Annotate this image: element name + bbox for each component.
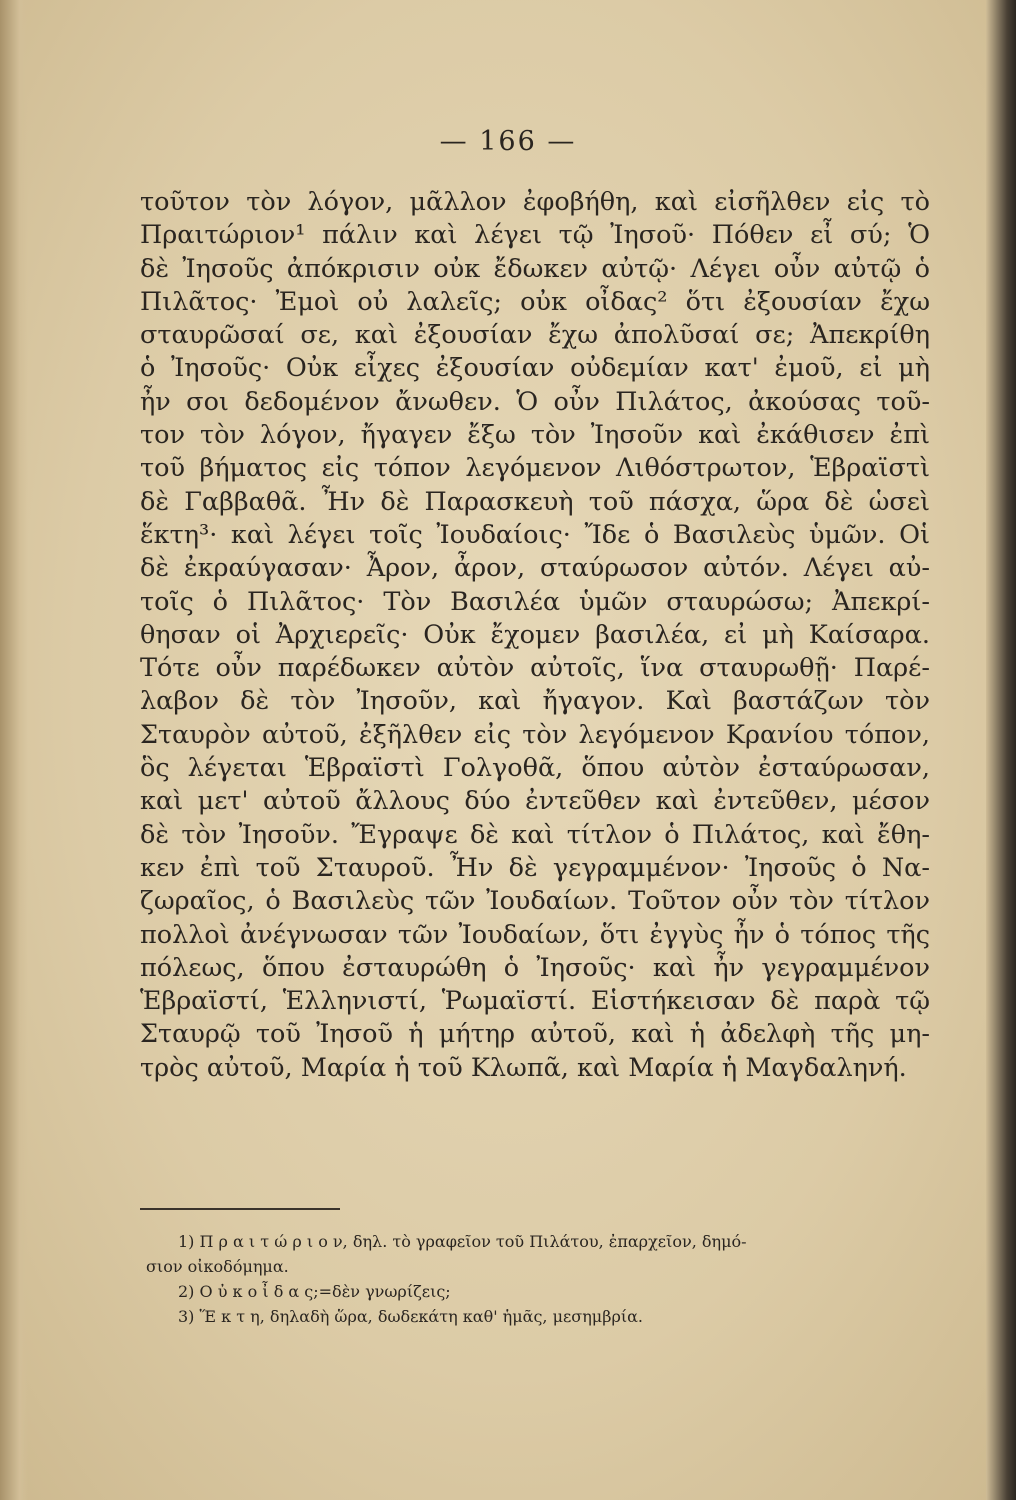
text-line: Σταυρῷ τοῦ Ἰησοῦ ἡ μήτηρ αὐτοῦ, καὶ ἡ ἀδελφὴ τῆς μη- (140, 1019, 930, 1050)
text-line: δὲ Γαββαθᾶ. Ἦν δὲ Παρασκευὴ τοῦ πάσχα, ὥρα δὲ ὡσεὶ (140, 486, 930, 517)
text-line: πόλεως, ὅπου ἐσταυρώθη ὁ Ἰησοῦς· καὶ ἦν γεγραμμένον (140, 952, 930, 983)
text-line: ζωραῖος, ὁ Βασιλεὺς τῶν Ἰουδαίων. Τοῦτον οὖν τὸν τίτλον (140, 886, 930, 917)
footnote-1-continued: σιον οἰκοδόμημα. (146, 1257, 289, 1276)
text-line: Πιλᾶτος· Ἐμοὶ οὐ λαλεῖς; οὐκ οἶδας² ὅτι ἐξουσίαν ἔχω (140, 286, 930, 317)
text-line: ὃς λέγεται Ἑβραϊστὶ Γολγοθᾶ, ὅπου αὐτὸν ἐσταύρωσαν, (140, 753, 930, 784)
footnote-divider (140, 1208, 340, 1210)
text-line: θησαν οἱ Ἀρχιερεῖς· Οὐκ ἔχομεν βασιλέα, εἰ μὴ Καίσαρα. (140, 619, 930, 650)
footnote-3: 3) Ἕ κ τ η, δηλαδὴ ὥρα, δωδεκάτη καθ' ἡμᾶς, μεσημβρία. (178, 1307, 644, 1326)
text-line: δὲ τὸν Ἰησοῦν. Ἔγραψε δὲ καὶ τίτλον ὁ Πιλάτος, καὶ ἔθη- (140, 819, 930, 850)
text-line: ἕκτη³· καὶ λέγει τοῖς Ἰουδαίοις· Ἴδε ὁ Βασιλεὺς ὑμῶν. Οἱ (140, 519, 930, 550)
text-line: Σταυρὸν αὐτοῦ, ἐξῆλθεν εἰς τὸν λεγόμενον Κρανίου τόπον, (140, 719, 930, 750)
text-line: λαβον δὲ τὸν Ἰησοῦν, καὶ ἤγαγον. Καὶ βαστάζων τὸν (140, 686, 930, 717)
text-line: δὲ Ἰησοῦς ἀπόκρισιν οὐκ ἔδωκεν αὐτῷ· Λέγει οὖν αὐτῷ ὁ (140, 253, 930, 284)
text-line: τρὸς αὐτοῦ, Μαρία ἡ τοῦ Κλωπᾶ, καὶ Μαρία ἡ Μαγδαληνή. (140, 1052, 907, 1083)
text-line: Ἑβραϊστί, Ἑλληνιστί, Ῥωμαϊστί. Εἱστήκεισαν δὲ παρὰ τῷ (140, 986, 930, 1017)
text-line: τοῦτον τὸν λόγον, μᾶλλον ἐφοβήθη, καὶ εἰσῆλθεν εἰς τὸ (140, 187, 930, 217)
footnote-2: 2) Ο ὐ κ ο ἶ δ α ς;=δὲν γνωρίζεις; (178, 1282, 451, 1301)
text-line: κεν ἐπὶ τοῦ Σταυροῦ. Ἦν δὲ γεγραμμένον· Ἰησοῦς ὁ Να- (140, 852, 930, 883)
page-number: — 166 — (439, 126, 577, 157)
body-text (140, 186, 930, 1085)
text-line: ἦν σοι δεδομένον ἄνωθεν. Ὁ οὖν Πιλάτος, ἀκούσας τοῦ- (140, 386, 930, 417)
text-line: Τότε οὖν παρέδωκεν αὐτὸν αὐτοῖς, ἵνα σταυρωθῇ· Παρέ- (140, 653, 930, 684)
text-line: καὶ μετ' αὐτοῦ ἄλλους δύο ἐντεῦθεν καὶ ἐντεῦθεν, μέσον (140, 786, 930, 817)
text-line: Πραιτώριον¹ πάλιν καὶ λέγει τῷ Ἰησοῦ· Πόθεν εἶ σύ; Ὁ (140, 220, 930, 251)
text-line: σταυρῶσαί σε, καὶ ἐξουσίαν ἔχω ἀπολῦσαί σε; Ἀπεκρίθη (140, 320, 930, 351)
text-line: τον τὸν λόγον, ἤγαγεν ἔξω τὸν Ἰησοῦν καὶ ἐκάθισεν ἐπὶ (140, 420, 930, 451)
text-line: τοῖς ὁ Πιλᾶτος· Τὸν Βασιλέα ὑμῶν σταυρώσω; Ἀπεκρί- (140, 586, 930, 617)
text-line: ὁ Ἰησοῦς· Οὐκ εἶχες ἐξουσίαν οὐδεμίαν κατ' ἐμοῦ, εἰ μὴ (140, 353, 930, 384)
text-line: δὲ ἐκραύγασαν· Ἆρον, ἆρον, σταύρωσον αὐτόν. Λέγει αὐ- (140, 553, 930, 584)
page-edge-shadow (986, 0, 1016, 1500)
text-line: πολλοὶ ἀνέγνωσαν τῶν Ἰουδαίων, ὅτι ἐγγὺς ἦν ὁ τόπος τῆς (140, 919, 930, 950)
text-line: τοῦ βήματος εἰς τόπον λεγόμενον Λιθόστρωτον, Ἑβραϊστὶ (140, 453, 930, 484)
page-spine-shadow (0, 0, 28, 1500)
footnote-1: 1) Π ρ α ι τ ώ ρ ι ο ν, δηλ. τὸ γραφεῖον τοῦ Πιλάτου, ἐπαρχεῖον, δημό- (178, 1232, 747, 1251)
footnotes (146, 1229, 928, 1329)
